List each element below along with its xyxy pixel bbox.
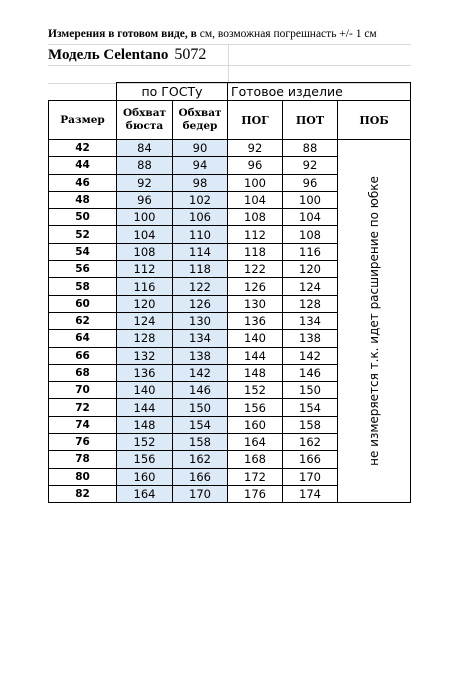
hips-cell: 122	[173, 278, 228, 295]
bust-cell: 128	[117, 330, 173, 347]
pog-cell: 172	[228, 468, 283, 485]
group-header-gost: по ГОСТу	[117, 83, 228, 101]
hips-cell: 162	[173, 451, 228, 468]
pot-cell: 158	[283, 416, 338, 433]
group-header-row	[49, 83, 411, 101]
pog-cell: 144	[228, 347, 283, 364]
hips-cell: 158	[173, 434, 228, 451]
bust-cell: 148	[117, 416, 173, 433]
bust-cell: 120	[117, 295, 173, 312]
bust-cell: 136	[117, 364, 173, 381]
hips-cell: 118	[173, 261, 228, 278]
size-cell: 78	[49, 451, 117, 468]
size-cell: 64	[49, 330, 117, 347]
pot-cell: 154	[283, 399, 338, 416]
bust-cell: 156	[117, 451, 173, 468]
bust-cell: 144	[117, 399, 173, 416]
hips-cell: 142	[173, 364, 228, 381]
size-cell: 44	[49, 157, 117, 174]
pot-cell: 170	[283, 468, 338, 485]
size-cell: 54	[49, 243, 117, 260]
hips-cell: 106	[173, 209, 228, 226]
pot-cell: 142	[283, 347, 338, 364]
model-row	[48, 45, 411, 66]
model-label: Модель Celentano	[48, 47, 169, 63]
bust-cell: 160	[117, 468, 173, 485]
bust-cell: 164	[117, 485, 173, 502]
size-cell: 48	[49, 191, 117, 208]
bust-cell: 132	[117, 347, 173, 364]
pog-cell: 148	[228, 364, 283, 381]
grid-divider	[228, 66, 229, 83]
pob-note: не измеряется т.к. идет расширение по юбке	[367, 176, 381, 467]
bust-cell: 116	[117, 278, 173, 295]
size-cell: 72	[49, 399, 117, 416]
pog-cell: 92	[228, 140, 283, 157]
size-rows	[49, 140, 411, 503]
pog-cell: 160	[228, 416, 283, 433]
bust-cell: 104	[117, 226, 173, 243]
bust-cell: 124	[117, 312, 173, 329]
group-header-finished: Готовое изделие	[228, 83, 411, 101]
pot-cell: 92	[283, 157, 338, 174]
pot-cell: 134	[283, 312, 338, 329]
pot-cell: 150	[283, 382, 338, 399]
pog-cell: 152	[228, 382, 283, 399]
column-header-size: Размер	[49, 101, 117, 140]
size-cell: 74	[49, 416, 117, 433]
pot-cell: 116	[283, 243, 338, 260]
pog-cell: 164	[228, 434, 283, 451]
bust-cell: 140	[117, 382, 173, 399]
pog-cell: 108	[228, 209, 283, 226]
hips-cell: 134	[173, 330, 228, 347]
bust-cell: 108	[117, 243, 173, 260]
bust-cell: 112	[117, 261, 173, 278]
pot-cell: 166	[283, 451, 338, 468]
pot-cell: 96	[283, 174, 338, 191]
pog-cell: 126	[228, 278, 283, 295]
size-cell: 46	[49, 174, 117, 191]
pob-note-cell	[338, 140, 411, 503]
size-cell: 52	[49, 226, 117, 243]
hips-cell: 102	[173, 191, 228, 208]
pot-cell: 124	[283, 278, 338, 295]
measurement-note	[48, 28, 377, 40]
pot-cell: 162	[283, 434, 338, 451]
grid-divider	[228, 45, 229, 65]
pog-cell: 130	[228, 295, 283, 312]
pot-cell: 174	[283, 485, 338, 502]
group-header-empty	[49, 83, 117, 101]
column-header-pot: ПОТ	[283, 101, 338, 140]
size-cell: 68	[49, 364, 117, 381]
hips-cell: 130	[173, 312, 228, 329]
size-cell: 66	[49, 347, 117, 364]
measurement-note-bold: Измерения в готовом виде, в	[48, 28, 197, 40]
pog-cell: 122	[228, 261, 283, 278]
pot-cell: 128	[283, 295, 338, 312]
pot-cell: 100	[283, 191, 338, 208]
hips-cell: 90	[173, 140, 228, 157]
size-table	[48, 82, 411, 503]
pog-cell: 176	[228, 485, 283, 502]
hips-cell: 138	[173, 347, 228, 364]
model-title	[48, 47, 206, 63]
hips-cell: 110	[173, 226, 228, 243]
pot-cell: 88	[283, 140, 338, 157]
bust-cell: 96	[117, 191, 173, 208]
pog-cell: 96	[228, 157, 283, 174]
column-header-bust: Обхват бюста	[117, 101, 173, 140]
pog-cell: 112	[228, 226, 283, 243]
table-row	[49, 140, 411, 157]
size-cell: 62	[49, 312, 117, 329]
pot-cell: 146	[283, 364, 338, 381]
measurement-note-rest: см, возможная погрешнасть +/- 1 см	[196, 28, 377, 40]
hips-cell: 146	[173, 382, 228, 399]
size-cell: 58	[49, 278, 117, 295]
bust-cell: 100	[117, 209, 173, 226]
size-cell: 42	[49, 140, 117, 157]
pog-cell: 168	[228, 451, 283, 468]
size-cell: 50	[49, 209, 117, 226]
size-cell: 56	[49, 261, 117, 278]
column-header-hips: Обхват бедер	[173, 101, 228, 140]
hips-cell: 154	[173, 416, 228, 433]
column-header-pog: ПОГ	[228, 101, 283, 140]
pot-cell: 120	[283, 261, 338, 278]
pog-cell: 136	[228, 312, 283, 329]
bust-cell: 88	[117, 157, 173, 174]
size-cell: 60	[49, 295, 117, 312]
bust-cell: 152	[117, 434, 173, 451]
pog-cell: 100	[228, 174, 283, 191]
column-header-row	[49, 101, 411, 140]
size-cell: 80	[49, 468, 117, 485]
bust-cell: 84	[117, 140, 173, 157]
size-cell: 76	[49, 434, 117, 451]
size-cell: 82	[49, 485, 117, 502]
pog-cell: 118	[228, 243, 283, 260]
pog-cell: 140	[228, 330, 283, 347]
hips-cell: 170	[173, 485, 228, 502]
bust-cell: 92	[117, 174, 173, 191]
pog-cell: 104	[228, 191, 283, 208]
hips-cell: 126	[173, 295, 228, 312]
model-number: 5072	[174, 46, 207, 63]
hips-cell: 150	[173, 399, 228, 416]
pot-cell: 104	[283, 209, 338, 226]
pog-cell: 156	[228, 399, 283, 416]
pot-cell: 138	[283, 330, 338, 347]
sheet-header	[48, 24, 411, 84]
size-cell: 70	[49, 382, 117, 399]
hips-cell: 98	[173, 174, 228, 191]
hips-cell: 114	[173, 243, 228, 260]
hips-cell: 166	[173, 468, 228, 485]
column-header-pob: ПОБ	[338, 101, 411, 140]
pot-cell: 108	[283, 226, 338, 243]
hips-cell: 94	[173, 157, 228, 174]
measurement-note-row	[48, 24, 411, 45]
